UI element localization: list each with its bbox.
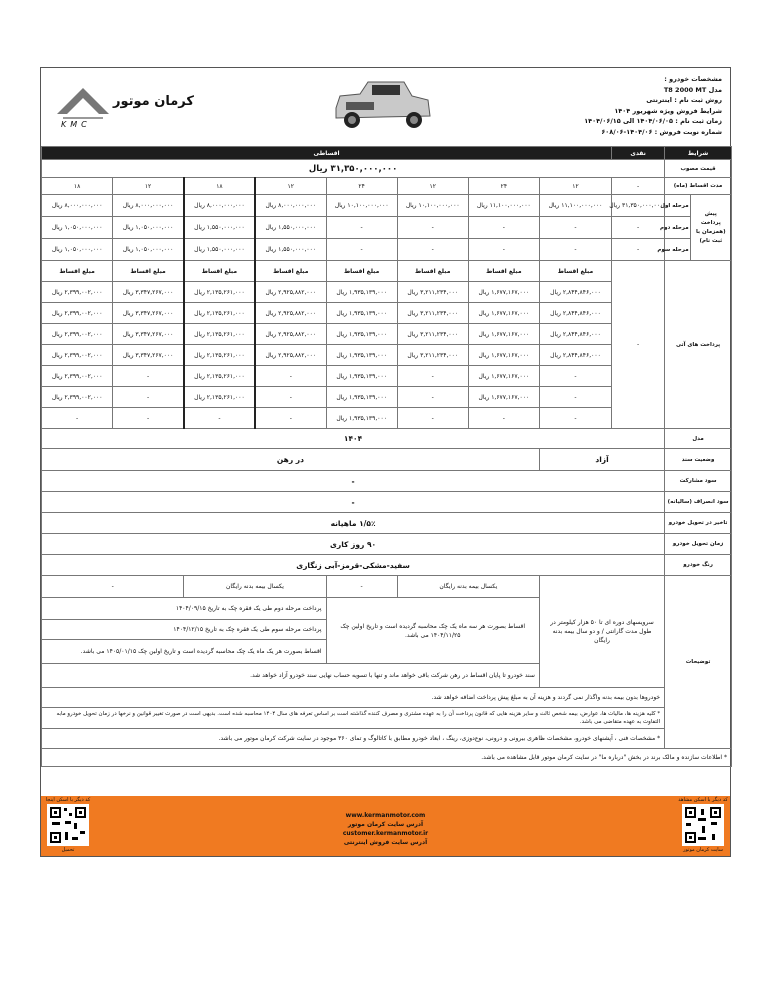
installment-amount: ۳,۳۴۷,۲۶۷,۰۰۰ ریال xyxy=(113,282,184,303)
table-row xyxy=(42,429,732,449)
cell: - xyxy=(539,408,611,429)
cell: ۱۰,۱۰۰,۰۰۰,۰۰۰ ریال xyxy=(326,195,397,217)
cell: - xyxy=(42,408,113,429)
cell: ۱,۵۵۰,۰۰۰,۰۰۰ ریال xyxy=(184,217,255,239)
cell: - xyxy=(612,217,665,239)
installment-amount: ۱,۹۳۵,۱۳۹,۰۰۰ ریال xyxy=(326,303,397,324)
approved-price: ۳۱,۳۵۰,۰۰۰,۰۰۰ ریال xyxy=(42,160,665,178)
cell: ۱,۰۵۰,۰۰۰,۰۰۰ ریال xyxy=(42,217,113,239)
doc-note: سند خودرو تا پایان اقساط در رهن شرکت باقی خواهد ماند و تنها با تسویه حساب نهایی سند خودرو آزاد خواهد شد. xyxy=(42,664,540,688)
monthly-note: اقساط بصورت هر سه ماه یک چک محاسبه گردیده است و تاریخ اولین چک ۱۴۰۴/۱۱/۲۵ می باشد. xyxy=(326,598,539,664)
table-row xyxy=(42,749,732,767)
cell: - xyxy=(539,366,611,387)
cell: - xyxy=(539,217,611,239)
installment-amount: ۲,۹۲۵,۸۸۲,۰۰۰ ریال xyxy=(255,282,326,303)
installment-amount: ۲,۸۴۴,۸۴۶,۰۰۰ ریال xyxy=(539,324,611,345)
col-conditions: شرایط xyxy=(665,147,732,160)
installment-amount: ۲,۹۲۵,۸۸۲,۰۰۰ ریال xyxy=(255,303,326,324)
monthly-note-2: اقساط بصورت هر یک ماه یک چک محاسبه گردیده است و تاریخ اولین چک ۱۴۰۵/۰۱/۱۵ می باشد. xyxy=(42,640,327,664)
cell: ۸,۰۰۰,۰۰۰,۰۰۰ ریال xyxy=(184,195,255,217)
row-label: وضعیت سند xyxy=(665,449,732,471)
cell: ۱۲ xyxy=(397,178,468,195)
insurance-note: خودروها بدون بیمه بدنه واگذار نمی گردند و هزینه آن به مبلغ پیش پرداخت اضافه خواهد شد. xyxy=(42,688,665,708)
cell: - xyxy=(539,387,611,408)
installment-amount: ۱,۶۷۷,۱۶۷,۰۰۰ ریال xyxy=(468,282,539,303)
installment-amount: ۲,۹۲۵,۸۸۲,۰۰۰ ریال xyxy=(255,345,326,366)
table-row xyxy=(42,239,732,261)
installment-amount: ۲,۸۴۴,۸۴۶,۰۰۰ ریال xyxy=(539,303,611,324)
sale-info xyxy=(482,74,722,137)
cell: ۱,۵۵۰,۰۰۰,۰۰۰ ریال xyxy=(184,239,255,261)
row-label: رنگ خودرو xyxy=(665,555,732,576)
cell: - xyxy=(397,387,468,408)
cell: - xyxy=(397,366,468,387)
monthly-row xyxy=(42,261,732,282)
row-label: سود مشارکت xyxy=(665,471,732,492)
prepay-note: (همزمان با ثبت نام) xyxy=(695,228,726,244)
cell: ۱۰,۱۰۰,۰۰۰,۰۰۰ ریال xyxy=(397,195,468,217)
cell: ۱۱,۱۰۰,۰۰۰,۰۰۰ ریال xyxy=(539,195,611,217)
cell: ۲۴ xyxy=(468,178,539,195)
table-row xyxy=(42,513,732,534)
table-row xyxy=(42,729,732,749)
installment-header: مبلغ اقساط xyxy=(255,261,326,282)
cell: ۱,۰۵۰,۰۰۰,۰۰۰ ریال xyxy=(113,217,184,239)
table-row xyxy=(42,217,732,239)
qr-right-sub: سایت کرمان موتور xyxy=(683,847,723,853)
installment-amount: ۳,۲۱۱,۲۳۴,۰۰۰ ریال xyxy=(397,303,468,324)
row-label: زمان تحویل خودرو xyxy=(665,534,732,555)
partnership-profit: - xyxy=(42,471,665,492)
installment-header: مبلغ اقساط xyxy=(113,261,184,282)
installment-header: مبلغ اقساط xyxy=(468,261,539,282)
cell: - xyxy=(612,239,665,261)
cell: ۱۲ xyxy=(113,178,184,195)
model-year: ۱۴۰۴ xyxy=(42,429,665,449)
row-label: تاخیر در تحویل خودرو xyxy=(665,513,732,534)
installment-amount: ۲,۳۹۹,۰۰۲,۰۰۰ ریال xyxy=(42,387,113,408)
installment-amount: ۲,۱۳۵,۲۶۱,۰۰۰ ریال xyxy=(184,324,255,345)
pickup-truck-icon xyxy=(326,74,436,134)
table-row xyxy=(42,555,732,576)
stage2-note: پرداخت مرحله دوم طی یک فقره چک به تاریخ ۱۴۰۴/۰۹/۱۵ xyxy=(42,598,327,620)
cash-monthly: - xyxy=(612,261,665,429)
brand-name-fa: کرمان موتور xyxy=(113,94,194,109)
installment-amount: ۲,۱۳۵,۲۶۱,۰۰۰ ریال xyxy=(184,345,255,366)
qr-code-icon[interactable] xyxy=(682,804,724,846)
installment-amount: ۱,۶۷۷,۱۶۷,۰۰۰ ریال xyxy=(468,324,539,345)
cell: ۸,۰۰۰,۰۰۰,۰۰۰ ریال xyxy=(42,195,113,217)
cell: ۱۲ xyxy=(255,178,326,195)
cell: - xyxy=(468,239,539,261)
info-line: شرایط فروش ویژه شهریور ۱۴۰۴ xyxy=(614,106,722,115)
sale-conditions-table xyxy=(41,146,732,767)
table-row xyxy=(42,708,732,729)
installment-amount: ۲,۹۲۵,۸۸۲,۰۰۰ ریال xyxy=(255,324,326,345)
cell: - xyxy=(255,387,326,408)
cell: - xyxy=(468,408,539,429)
qr-left-sub: تحمیل xyxy=(61,847,75,853)
sheet-header xyxy=(41,68,730,146)
info-line: شماره نوبت فروش : ۱۴۰۴/۰۶-۶۰۸/۰۶ xyxy=(601,127,722,136)
cell: ۲۴ xyxy=(326,178,397,195)
cell: - xyxy=(113,387,184,408)
installment-amount: ۳,۲۱۱,۲۳۴,۰۰۰ ریال xyxy=(397,282,468,303)
qr-right-caption: کد دیگر با اسکن مشاهد xyxy=(678,797,728,803)
cell: ۱۸ xyxy=(184,178,255,195)
installment-amount: ۲,۸۴۴,۸۴۶,۰۰۰ ریال xyxy=(539,282,611,303)
row-label: توضیحات xyxy=(665,576,732,749)
cell: ۱۸ xyxy=(42,178,113,195)
info-line: روش ثبت نام : اینترنتی xyxy=(646,96,722,104)
installment-amount: ۲,۱۳۵,۲۶۱,۰۰۰ ریال xyxy=(184,366,255,387)
table-row xyxy=(42,471,732,492)
installment-amount: ۱,۶۷۷,۱۶۷,۰۰۰ ریال xyxy=(468,345,539,366)
installment-amount: ۱,۹۳۵,۱۳۹,۰۰۰ ریال xyxy=(326,387,397,408)
cell: - xyxy=(255,408,326,429)
cell: - xyxy=(468,217,539,239)
brand-name-en: KMC xyxy=(61,120,91,129)
row-label: مدل xyxy=(665,429,732,449)
cell: - xyxy=(113,366,184,387)
installment-header: مبلغ اقساط xyxy=(184,261,255,282)
installment-amount: ۲,۳۹۹,۰۰۲,۰۰۰ ریال xyxy=(42,345,113,366)
info-line: مدل T8 2000 MT xyxy=(663,85,722,94)
installment-header: مبلغ اقساط xyxy=(397,261,468,282)
cell: - xyxy=(326,217,397,239)
installment-amount: ۱,۹۳۵,۱۳۹,۰۰۰ ریال xyxy=(326,408,397,429)
installment-amount: ۱,۶۷۷,۱۶۷,۰۰۰ ریال xyxy=(468,387,539,408)
cell: ۸,۰۰۰,۰۰۰,۰۰۰ ریال xyxy=(113,195,184,217)
qr-left-caption: کد دیگر با اسکن اینجا xyxy=(45,797,91,803)
service-note: سرویسهای دوره ای تا ۵۰ هزار کیلومتر در طول مدت گارانتی / و دو سال بیمه بدنه رایگان xyxy=(539,576,664,688)
shop-label: آدرس سایت فروش اینترنتی xyxy=(343,839,428,846)
site-label: آدرس سایت کرمان موتور xyxy=(347,821,424,828)
installment-amount: ۳,۳۴۷,۲۶۷,۰۰۰ ریال xyxy=(113,324,184,345)
cell: ۱,۰۵۰,۰۰۰,۰۰۰ ریال xyxy=(113,239,184,261)
installment-amount: ۲,۱۳۵,۲۶۱,۰۰۰ ریال xyxy=(184,282,255,303)
row-label: مرحله دوم xyxy=(665,217,690,239)
installment-amount: ۲,۳۹۹,۰۰۲,۰۰۰ ریال xyxy=(42,366,113,387)
installment-header: مبلغ اقساط xyxy=(42,261,113,282)
brand-logo xyxy=(53,80,203,134)
installment-header: مبلغ اقساط xyxy=(326,261,397,282)
price-sheet xyxy=(40,67,731,857)
installment-amount: ۱,۶۷۷,۱۶۷,۰۰۰ ریال xyxy=(468,366,539,387)
prepay-label: پیش پرداخت xyxy=(700,210,721,226)
table-row xyxy=(42,576,732,598)
cell: - xyxy=(539,239,611,261)
cell: - xyxy=(397,408,468,429)
cell: ۱,۵۵۰,۰۰۰,۰۰۰ ریال xyxy=(255,239,326,261)
cell: - xyxy=(255,366,326,387)
row-label: پرداخت های آتی xyxy=(665,261,732,429)
shop-url[interactable]: customer.kermanmotor.ir xyxy=(342,830,429,837)
cell: ۸,۰۰۰,۰۰۰,۰۰۰ ریال xyxy=(255,195,326,217)
cell: - xyxy=(184,408,255,429)
installment-amount: ۳,۲۱۱,۲۳۴,۰۰۰ ریال xyxy=(397,345,468,366)
cell: ۱۲ xyxy=(539,178,611,195)
delay-penalty: ۱/۵٪ ماهیانه xyxy=(42,513,665,534)
installment-amount: ۱,۹۳۵,۱۳۹,۰۰۰ ریال xyxy=(326,345,397,366)
installment-amount: ۳,۲۱۱,۲۳۴,۰۰۰ ریال xyxy=(397,324,468,345)
cell: ۱,۰۵۰,۰۰۰,۰۰۰ ریال xyxy=(42,239,113,261)
row-label: سود انصراف (سالیانه) xyxy=(665,492,732,513)
cell: ۱,۵۵۰,۰۰۰,۰۰۰ ریال xyxy=(255,217,326,239)
cell: - xyxy=(397,239,468,261)
specs-note: * مشخصات فنی ، آپشنهای خودرو، مشخصات ظاهری بیرونی و درونی، نوع‌دوزی، رینگ ، ابعاد خودرو مطابق با کاتالوگ و تمای ۳۶۰ موجود در سایت شرکت کرمان موتور می باشد. xyxy=(42,729,665,749)
col-installment: اقساطی xyxy=(42,147,612,160)
installment-amount: ۲,۳۹۹,۰۰۲,۰۰۰ ریال xyxy=(42,324,113,345)
row-label: مرحله اول xyxy=(665,195,690,217)
col-cash: نقدی xyxy=(612,147,665,160)
row-label: مرحله سوم xyxy=(665,239,690,261)
cell: - xyxy=(326,239,397,261)
car-colors: سفید-مشکی-قرمز-آبی زنگاری xyxy=(42,555,665,576)
installment-amount: ۲,۸۴۴,۸۴۶,۰۰۰ ریال xyxy=(539,345,611,366)
row-label: مدت اقساط (ماه) xyxy=(665,178,732,195)
installment-amount: ۳,۳۴۷,۲۶۷,۰۰۰ ریال xyxy=(113,303,184,324)
installment-amount: ۱,۹۳۵,۱۳۹,۰۰۰ ریال xyxy=(326,324,397,345)
installment-amount: ۱,۶۷۷,۱۶۷,۰۰۰ ریال xyxy=(468,303,539,324)
installment-amount: ۲,۱۳۵,۲۶۱,۰۰۰ ریال xyxy=(184,303,255,324)
installment-amount: ۲,۳۹۹,۰۰۲,۰۰۰ ریال xyxy=(42,303,113,324)
installment-amount: ۲,۳۹۹,۰۰۲,۰۰۰ ریال xyxy=(42,282,113,303)
row-label: قیمت مصوب xyxy=(665,160,732,178)
cell: ۳۱,۳۵۰,۰۰۰,۰۰۰ ریال xyxy=(612,195,665,217)
table-row xyxy=(42,534,732,555)
row-label xyxy=(690,195,731,261)
installment-amount: ۱,۹۳۵,۱۳۹,۰۰۰ ریال xyxy=(326,366,397,387)
installment-amount: ۲,۱۳۵,۲۶۱,۰۰۰ ریال xyxy=(184,387,255,408)
tax-note: * کلیه هزینه ها، مالیات ها، عوارض، بیمه شخص ثالث و سایر هزینه هایی که قانون پرداخت آن را به عهده مشتری و مصرف کننده گذاشته است بر اساس تعرفه های سال ۱۴۰۴ محاسبه شده است. بدیهی است در صورت تغییر قوانین و نرخها در زمان تحویل خودرو مابه التفاوت به عهده متقاضی می باشد. xyxy=(42,708,665,729)
table-row xyxy=(42,195,732,217)
info-line: مشخصات خودرو : xyxy=(664,75,722,83)
installment-header: مبلغ اقساط xyxy=(539,261,611,282)
cell: - xyxy=(612,178,665,195)
cell: - xyxy=(42,576,184,598)
site-url[interactable]: www.kermanmotor.com xyxy=(345,812,426,819)
installment-amount: ۳,۳۴۷,۲۶۷,۰۰۰ ریال xyxy=(113,345,184,366)
footer xyxy=(41,796,730,856)
cell: - xyxy=(113,408,184,429)
table-header-row xyxy=(42,147,732,160)
table-row xyxy=(42,492,732,513)
cell: - xyxy=(397,217,468,239)
table-row xyxy=(42,160,732,178)
info-line: زمان ثبت نام : ۱۴۰۴/۰۶/۰۵ الی ۱۴۰۴/۰۶/۱۵ xyxy=(584,117,722,125)
kmc-logo-icon xyxy=(53,84,113,124)
stage3-note: پرداخت مرحله سوم طی یک فقره چک به تاریخ ۱۴۰۴/۱۲/۱۵ xyxy=(42,620,327,640)
monthly-payments xyxy=(42,261,732,429)
cell: - xyxy=(326,576,397,598)
doc-status-cash: آزاد xyxy=(539,449,664,471)
table-row xyxy=(42,688,732,708)
info-note: * اطلاعات سازنده و مالک برند در بخش "درباره ما" در سایت کرمان موتور قابل مشاهده می باشد. xyxy=(42,749,732,767)
compensation-profit: - xyxy=(42,492,665,513)
cell: ۱۱,۱۰۰,۰۰۰,۰۰۰ ریال xyxy=(468,195,539,217)
table-row xyxy=(42,178,732,195)
insurance-free: یکسال بیمه بدنه رایگان xyxy=(397,576,539,598)
doc-status-installment: در رهن xyxy=(42,449,540,471)
insurance-free: یکسال بیمه بدنه رایگان xyxy=(184,576,326,598)
installment-amount: ۱,۹۳۵,۱۳۹,۰۰۰ ریال xyxy=(326,282,397,303)
delivery-time: ۹۰ روز کاری xyxy=(42,534,665,555)
table-row xyxy=(42,449,732,471)
